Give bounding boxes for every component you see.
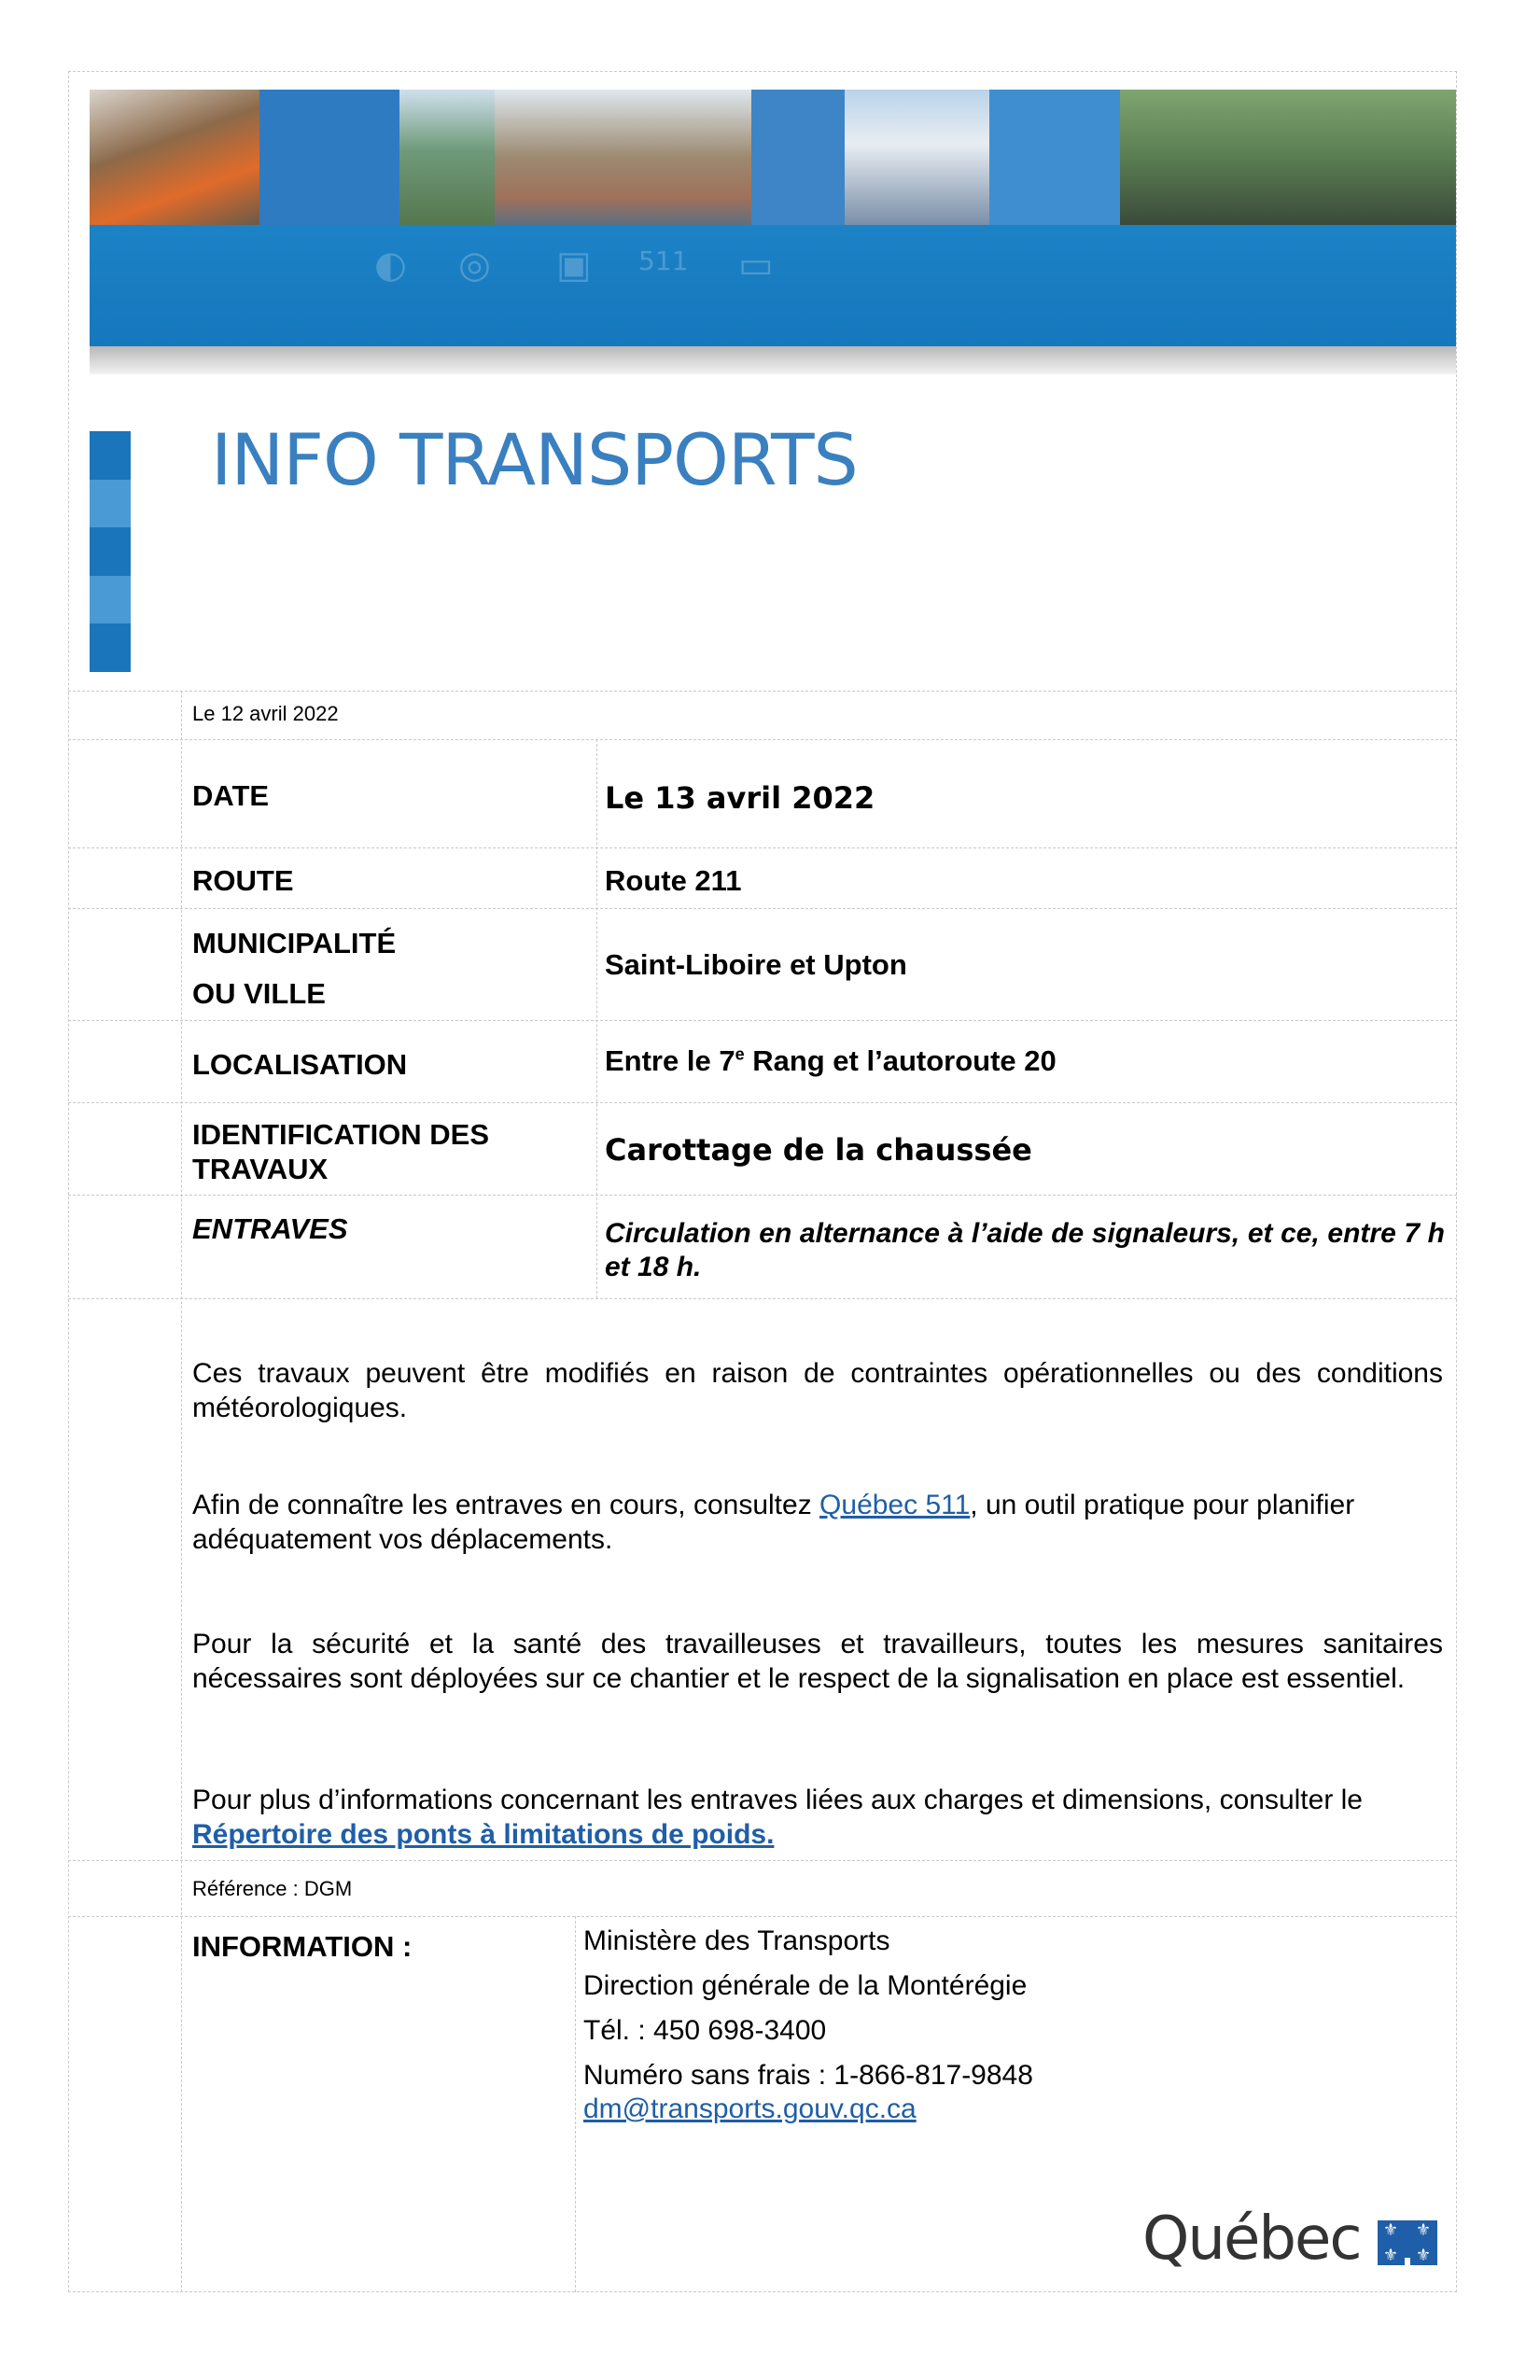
- obstacles-label: ENTRAVES: [192, 1212, 348, 1245]
- row-divider: [68, 739, 1457, 740]
- contact-tollfree: Numéro sans frais : 1-866-817-9848: [583, 2060, 1033, 2091]
- photo-strip: [90, 90, 1456, 225]
- photo-workers: [90, 90, 259, 225]
- header-banner: [90, 90, 1456, 374]
- bridge-directory-link[interactable]: Répertoire des ponts à limitations de poids.: [192, 1819, 775, 1851]
- photo-blue-3: [989, 90, 1120, 225]
- row-divider: [68, 1298, 1457, 1299]
- gray-band: [90, 346, 1456, 374]
- contact-phone: Tél. : 450 698-3400: [583, 2015, 827, 2046]
- obstacles-value: Circulation en alternance à l’aide de signaleurs, et ce, entre 7 h et 18 h.: [605, 1218, 1445, 1282]
- quebec-wordmark: Québec: [1142, 2205, 1361, 2274]
- localisation-value: Entre le 7e Rang et l’autoroute 20: [605, 1044, 1057, 1077]
- contact-direction: Direction générale de la Montérégie: [583, 1970, 1028, 2001]
- municipality-value: Saint-Liboire et Upton: [605, 948, 907, 981]
- row-divider: [68, 847, 1457, 848]
- page-title: INFO TRANSPORTS: [211, 418, 858, 501]
- row-divider: [68, 1102, 1457, 1103]
- paragraph-safety: Pour la sécurité et la santé des travailleuses et travailleurs, toutes les mesures sanitaires nécessaires sont déployées sur ce chantier et le respect de la signalisation en place est essentiel.: [192, 1629, 1443, 1695]
- quebec-logo: [1142, 2205, 1443, 2274]
- paragraph-bridges: Pour plus d’informations concernant les entraves liées aux charges et dimensions, consulter le Répertoire des ponts à limitations de poids.: [192, 1785, 1363, 1851]
- photo-road: [399, 90, 495, 225]
- quebec-511-link[interactable]: Québec 511: [819, 1490, 971, 1520]
- localisation-label: LOCALISATION: [192, 1048, 408, 1081]
- sign-icon: ▣: [556, 244, 592, 287]
- column-divider: [575, 1916, 576, 2292]
- works-value: Carottage de la chaussée: [605, 1132, 1032, 1168]
- circle-icon: ◎: [458, 244, 491, 287]
- issue-date: Le 12 avril 2022: [192, 702, 339, 725]
- contact-ministry: Ministère des Transports: [583, 1925, 890, 1956]
- row-divider: [68, 1020, 1457, 1021]
- paragraph-quebec511: Afin de connaître les entraves en cours, consultez Québec 511, un outil pratique pour planifier adéquatement vos déplacements.: [192, 1490, 1355, 1556]
- row-divider: [68, 1916, 1457, 1917]
- column-divider: [181, 691, 182, 2292]
- municipality-label-2: OU VILLE: [192, 977, 326, 1010]
- car-icon: ▭: [738, 244, 774, 287]
- photo-bridge: [845, 90, 989, 225]
- contact-email-link[interactable]: dm@transports.gouv.qc.ca: [583, 2093, 917, 2124]
- quebec-flag-icon: ⚜ ⚜ ⚜ ⚜: [1372, 2215, 1443, 2263]
- photo-port: [495, 90, 751, 225]
- date-value: Le 13 avril 2022: [605, 780, 875, 816]
- row-divider: [68, 1860, 1457, 1861]
- road-icon: ◐: [374, 244, 407, 287]
- row-divider: [68, 691, 1457, 692]
- works-label: IDENTIFICATION DES TRAVAUX: [192, 1118, 490, 1186]
- column-divider: [596, 739, 597, 1298]
- photo-bus: [1120, 90, 1456, 225]
- paragraph-modifications: Ces travaux peuvent être modifiés en raison de contraintes opérationnelles ou des conditions météorologiques.: [192, 1358, 1443, 1424]
- information-label: INFORMATION :: [192, 1930, 413, 1963]
- municipality-label: MUNICIPALITÉ: [192, 927, 397, 959]
- photo-blue-1: [259, 90, 399, 225]
- reference: Référence : DGM: [192, 1877, 353, 1900]
- date-label: DATE: [192, 779, 270, 812]
- photo-blue-2: [751, 90, 845, 225]
- blue-band: [90, 225, 1456, 346]
- route-label: ROUTE: [192, 864, 294, 897]
- row-divider: [68, 1195, 1457, 1196]
- 511-icon: 511: [638, 245, 689, 276]
- title-accent-bars: [90, 431, 131, 672]
- row-divider: [68, 908, 1457, 909]
- route-value: Route 211: [605, 864, 742, 897]
